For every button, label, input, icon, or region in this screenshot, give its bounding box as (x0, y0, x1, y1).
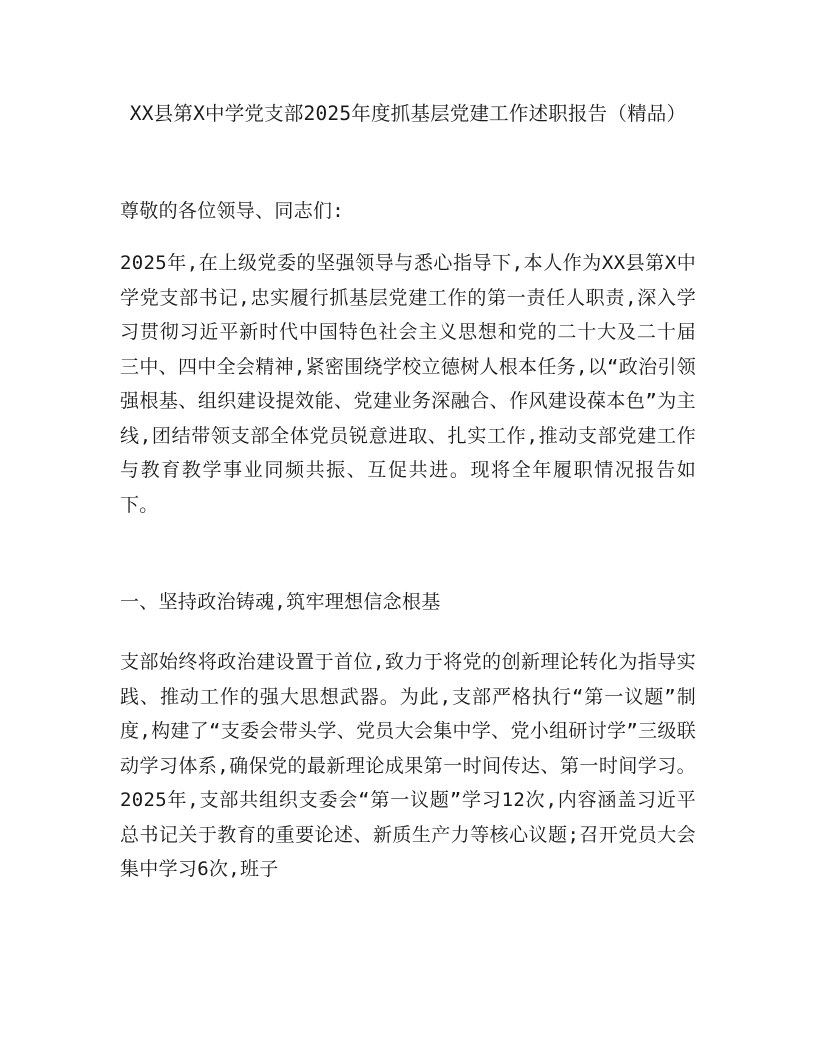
salutation: 尊敬的各位领导、同志们: (120, 200, 345, 222)
section-heading: 一、坚持政治铸魂,筑牢理想信念根基 (120, 591, 441, 613)
section-paragraph: 支部始终将政治建设置于首位,致力于将党的创新理论转化为指导实践、推动工作的强大思想武器。为此,支部严格执行“第一议题”制度,构建了“支委会带头学、党员大会集中学、党小组研讨学”三级联动学习体系,确保党的最新理论成果第一时间传达、第一时间学习。2025年,支部共组织支委会“第一议题”学习12次,内容涵盖习近平总书记关于教育的重要论述、新质生产力等核心议题;召开党员大会集中学习6次,班子 (120, 651, 696, 880)
intro-paragraph: 2025年,在上级党委的坚强领导与悉心指导下,本人作为XX县第X中学党支部书记,忠实履行抓基层党建工作的第一责任人职责,深入学习贯彻习近平新时代中国特色社会主义思想和党的二十大及二十届三中、四中全会精神,紧密围绕学校立德树人根本任务,以“政治引领强根基、组织建设提效能、党建业务深融合、作风建设葆本色”为主线,团结带领支部全体党员锐意进取、扎实工作,推动支部党建工作与教育教学事业同频共振、互促共进。现将全年履职情况报告如下。 (120, 252, 696, 516)
document-title: XX县第X中学党支部2025年度抓基层党建工作述职报告（精品） (129, 102, 687, 125)
